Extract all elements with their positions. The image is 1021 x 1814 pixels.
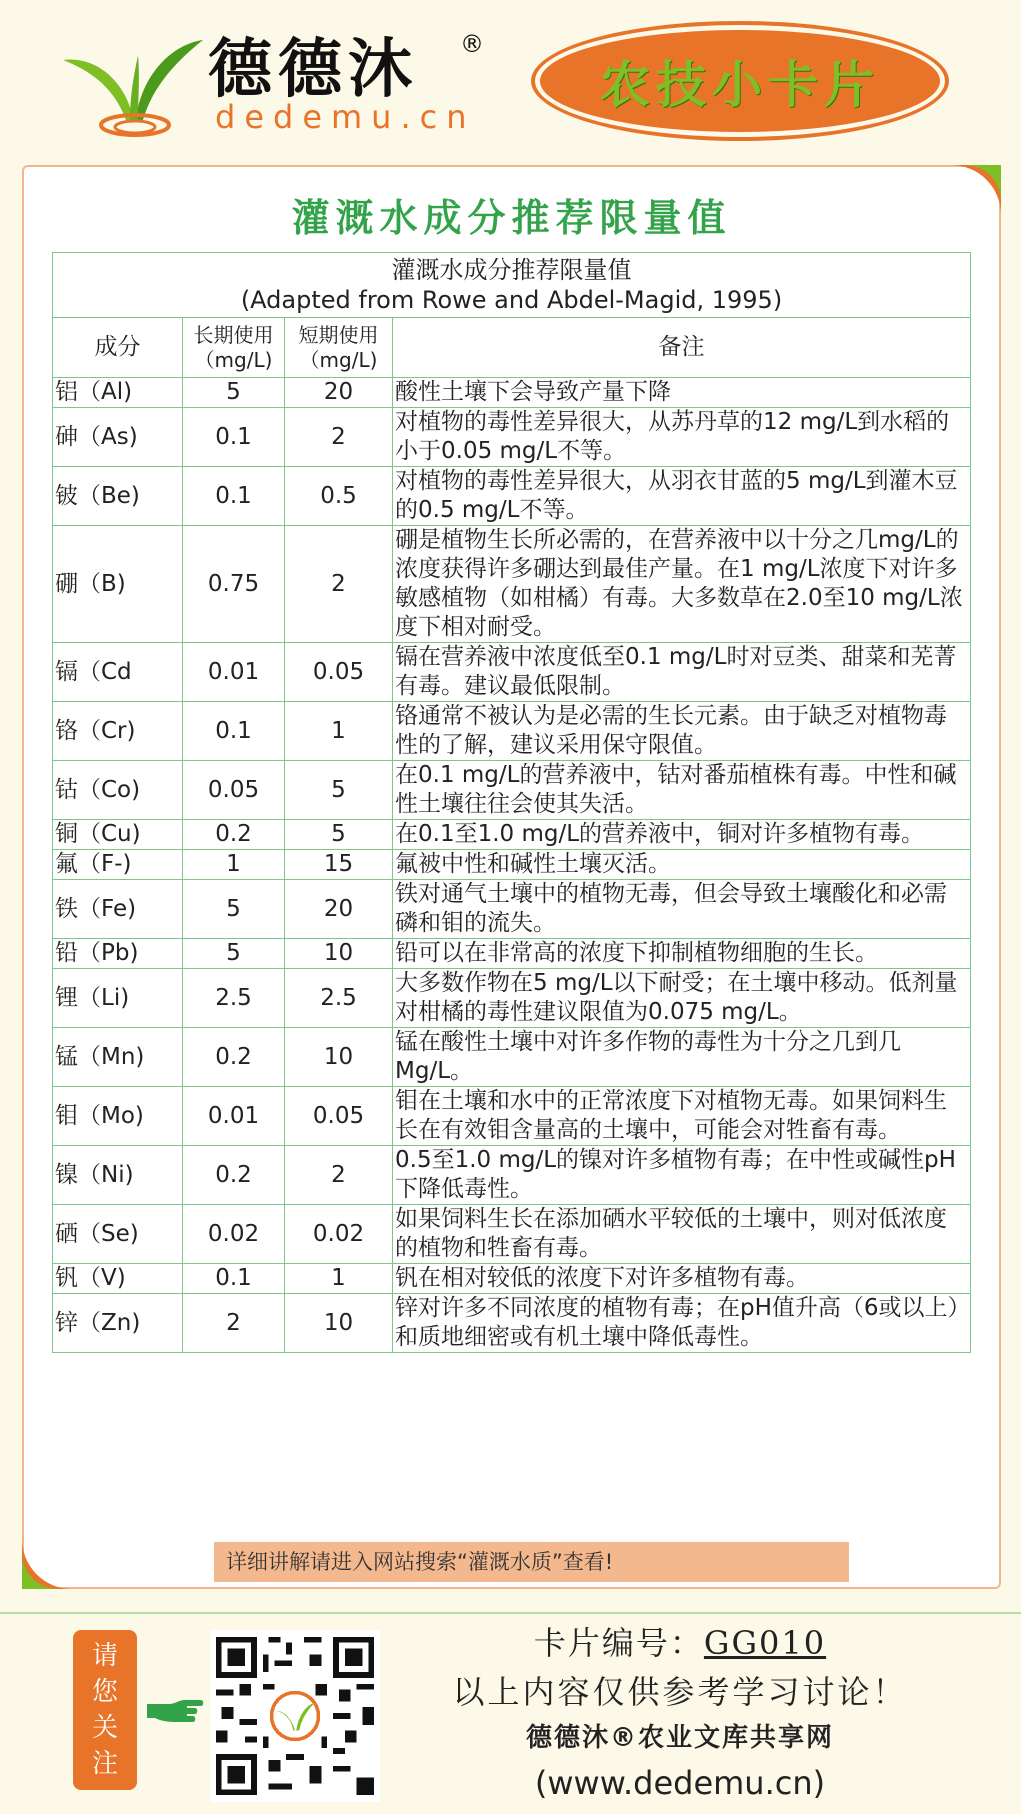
note-cell: 对植物的毒性差异很大，从羽衣甘蓝的5 mg/L到灌木豆的0.5 mg/L不等。 bbox=[393, 467, 971, 526]
short-term-cell: 5 bbox=[285, 820, 393, 850]
footer-info bbox=[420, 1618, 940, 1806]
long-term-cell: 5 bbox=[183, 939, 285, 969]
short-term-cell: 5 bbox=[285, 761, 393, 820]
corner-leaf-icon bbox=[22, 1539, 72, 1589]
table-row bbox=[53, 969, 971, 1028]
short-term-cell: 1 bbox=[285, 702, 393, 761]
brand-url: dedemu.cn bbox=[215, 98, 476, 136]
long-term-cell: 0.01 bbox=[183, 1087, 285, 1146]
note-cell: 锰在酸性土壤中对许多作物的毒性为十分之几到几Mg/L。 bbox=[393, 1028, 971, 1087]
bottom-note: 详细讲解请进入网站搜索“灌溉水质”查看! bbox=[214, 1542, 849, 1582]
header bbox=[0, 0, 1021, 160]
table-row bbox=[53, 820, 971, 850]
table-row bbox=[53, 1294, 971, 1353]
long-term-cell: 0.2 bbox=[183, 1028, 285, 1087]
note-cell: 大多数作物在5 mg/L以下耐受；在土壤中移动。低剂量对柑橘的毒性建议限值为0.075 mg/L。 bbox=[393, 969, 971, 1028]
page-title: 灌溉水成分推荐限量值 bbox=[291, 196, 732, 240]
short-term-cell: 20 bbox=[285, 880, 393, 939]
note-cell: 氟被中性和碱性土壤灭活。 bbox=[393, 850, 971, 880]
table-row bbox=[53, 1028, 971, 1087]
element-cell: 硼（B) bbox=[53, 526, 183, 643]
note-cell: 铬通常不被认为是必需的生长元素。由于缺乏对植物毒性的了解，建议采用保守限值。 bbox=[393, 702, 971, 761]
element-cell: 镉（Cd bbox=[53, 643, 183, 702]
long-term-cell: 1 bbox=[183, 850, 285, 880]
note-cell: 镉在营养液中浓度低至0.1 mg/L时对豆类、甜菜和芜菁有毒。建议最低限制。 bbox=[393, 643, 971, 702]
note-cell: 钼在土壤和水中的正常浓度下对植物无毒。如果饲料生长在有效钼含量高的土壤中，可能会对牲畜有毒。 bbox=[393, 1087, 971, 1146]
table-row bbox=[53, 1087, 971, 1146]
card-badge bbox=[535, 25, 945, 137]
note-cell: 如果饲料生长在添加硒水平较低的土壤中，则对低浓度的植物和牲畜有毒。 bbox=[393, 1205, 971, 1264]
long-term-cell: 0.2 bbox=[183, 1146, 285, 1205]
element-cell: 铍（Be) bbox=[53, 467, 183, 526]
table-row bbox=[53, 1264, 971, 1294]
table-row bbox=[53, 1205, 971, 1264]
card-frame bbox=[22, 165, 1001, 1589]
table-row bbox=[53, 939, 971, 969]
footer-divider bbox=[0, 1612, 1021, 1614]
table-caption-source: (Adapted from Rowe and Abdel-Magid, 1995) bbox=[240, 286, 783, 314]
note-cell: 在0.1 mg/L的营养液中，钴对番茄植株有毒。中性和碱性土壤往往会使其失活。 bbox=[393, 761, 971, 820]
note-cell: 在0.1至1.0 mg/L的营养液中，铜对许多植物有毒。 bbox=[393, 820, 971, 850]
follow-char: 注 bbox=[91, 1749, 118, 1779]
short-term-cell: 0.05 bbox=[285, 643, 393, 702]
long-term-cell: 0.2 bbox=[183, 820, 285, 850]
long-term-cell: 0.02 bbox=[183, 1205, 285, 1264]
element-cell: 钴（Co) bbox=[53, 761, 183, 820]
note-cell: 硼是植物生长所必需的，在营养液中以十分之几mg/L的浓度获得许多硼达到最佳产量。在1 mg/L浓度下对许多敏感植物（如柑橘）有毒。大多数草在2.0至10 mg/L浓度下相对耐受。 bbox=[393, 526, 971, 643]
element-cell: 铝（Al) bbox=[53, 378, 183, 408]
table-row bbox=[53, 1146, 971, 1205]
card-code: GG010 bbox=[703, 1624, 827, 1662]
element-cell: 钼（Mo) bbox=[53, 1087, 183, 1146]
long-term-cell: 0.01 bbox=[183, 643, 285, 702]
note-cell: 0.5至1.0 mg/L的镍对许多植物有毒；在中性或碱性pH下降低毒性。 bbox=[393, 1146, 971, 1205]
short-term-cell: 2.5 bbox=[285, 969, 393, 1028]
long-term-cell: 5 bbox=[183, 378, 285, 408]
limits-table bbox=[52, 252, 971, 1353]
element-cell: 铬（Cr) bbox=[53, 702, 183, 761]
disclaimer: 以上内容仅供参考学习讨论！ bbox=[452, 1673, 908, 1711]
element-cell: 铁（Fe) bbox=[53, 880, 183, 939]
short-term-cell: 0.02 bbox=[285, 1205, 393, 1264]
header-notes: 备注 bbox=[393, 318, 971, 378]
table-row bbox=[53, 761, 971, 820]
long-term-cell: 0.1 bbox=[183, 702, 285, 761]
header-long-term: 长期使用（mg/L) bbox=[183, 318, 285, 378]
short-term-cell: 0.05 bbox=[285, 1087, 393, 1146]
note-cell: 铁对通气土壤中的植物无毒，但会导致土壤酸化和必需磷和钼的流失。 bbox=[393, 880, 971, 939]
table-caption-row bbox=[53, 253, 971, 318]
table-row bbox=[53, 467, 971, 526]
registered-mark: ® bbox=[460, 30, 484, 58]
note-cell: 对植物的毒性差异很大，从苏丹草的12 mg/L到水稻的小于0.05 mg/L不等。 bbox=[393, 408, 971, 467]
header-short-term: 短期使用（mg/L) bbox=[285, 318, 393, 378]
element-cell: 铅（Pb) bbox=[53, 939, 183, 969]
element-cell: 锌（Zn) bbox=[53, 1294, 183, 1353]
site-url[interactable]: (www.dedemu.cn) bbox=[534, 1764, 826, 1802]
logo-sprout-icon bbox=[58, 25, 208, 140]
element-cell: 锂（Li) bbox=[53, 969, 183, 1028]
long-term-cell: 0.05 bbox=[183, 761, 285, 820]
card-code-label: 卡片编号： bbox=[533, 1624, 704, 1662]
short-term-cell: 2 bbox=[285, 1146, 393, 1205]
short-term-cell: 1 bbox=[285, 1264, 393, 1294]
short-term-cell: 10 bbox=[285, 939, 393, 969]
long-term-cell: 2.5 bbox=[183, 969, 285, 1028]
element-cell: 钒（V) bbox=[53, 1264, 183, 1294]
long-term-cell: 5 bbox=[183, 880, 285, 939]
element-cell: 砷（As) bbox=[53, 408, 183, 467]
long-term-cell: 0.1 bbox=[183, 1264, 285, 1294]
follow-char: 您 bbox=[91, 1677, 118, 1707]
element-cell: 铜（Cu) bbox=[53, 820, 183, 850]
table-body bbox=[53, 378, 971, 1353]
long-term-cell: 2 bbox=[183, 1294, 285, 1353]
brand-name: 德德沐 bbox=[208, 33, 418, 107]
pointing-hand-icon bbox=[145, 1690, 205, 1726]
long-term-cell: 0.1 bbox=[183, 467, 285, 526]
table-row bbox=[53, 378, 971, 408]
table-row bbox=[53, 850, 971, 880]
note-cell: 酸性土壤下会导致产量下降 bbox=[393, 378, 971, 408]
follow-char: 请 bbox=[91, 1641, 118, 1671]
short-term-cell: 10 bbox=[285, 1028, 393, 1087]
site-name: 德德沐®农业文库共享网 bbox=[525, 1723, 834, 1753]
table-row bbox=[53, 880, 971, 939]
qr-code[interactable] bbox=[210, 1630, 380, 1802]
follow-badge bbox=[73, 1630, 137, 1790]
table-row bbox=[53, 702, 971, 761]
element-cell: 镍（Ni) bbox=[53, 1146, 183, 1205]
short-term-cell: 15 bbox=[285, 850, 393, 880]
short-term-cell: 0.5 bbox=[285, 467, 393, 526]
card-badge-label: 农技小卡片 bbox=[600, 56, 880, 114]
element-cell: 硒（Se) bbox=[53, 1205, 183, 1264]
element-cell: 锰（Mn) bbox=[53, 1028, 183, 1087]
table-row bbox=[53, 408, 971, 467]
table-caption-title: 灌溉水成分推荐限量值 bbox=[391, 256, 632, 284]
table-caption bbox=[53, 253, 971, 318]
follow-char: 关 bbox=[91, 1713, 118, 1743]
header-component: 成分 bbox=[53, 318, 183, 378]
long-term-cell: 0.75 bbox=[183, 526, 285, 643]
note-cell: 锌对许多不同浓度的植物有毒；在pH值升高（6或以上）和质地细密或有机土壤中降低毒性。 bbox=[393, 1294, 971, 1353]
short-term-cell: 2 bbox=[285, 526, 393, 643]
card-code-line bbox=[420, 1618, 940, 1668]
table-row bbox=[53, 643, 971, 702]
table-header-row bbox=[53, 318, 971, 378]
short-term-cell: 20 bbox=[285, 378, 393, 408]
note-cell: 铅可以在非常高的浓度下抑制植物细胞的生长。 bbox=[393, 939, 971, 969]
short-term-cell: 2 bbox=[285, 408, 393, 467]
table-row bbox=[53, 526, 971, 643]
note-cell: 钒在相对较低的浓度下对许多植物有毒。 bbox=[393, 1264, 971, 1294]
long-term-cell: 0.1 bbox=[183, 408, 285, 467]
element-cell: 氟（F-) bbox=[53, 850, 183, 880]
short-term-cell: 10 bbox=[285, 1294, 393, 1353]
